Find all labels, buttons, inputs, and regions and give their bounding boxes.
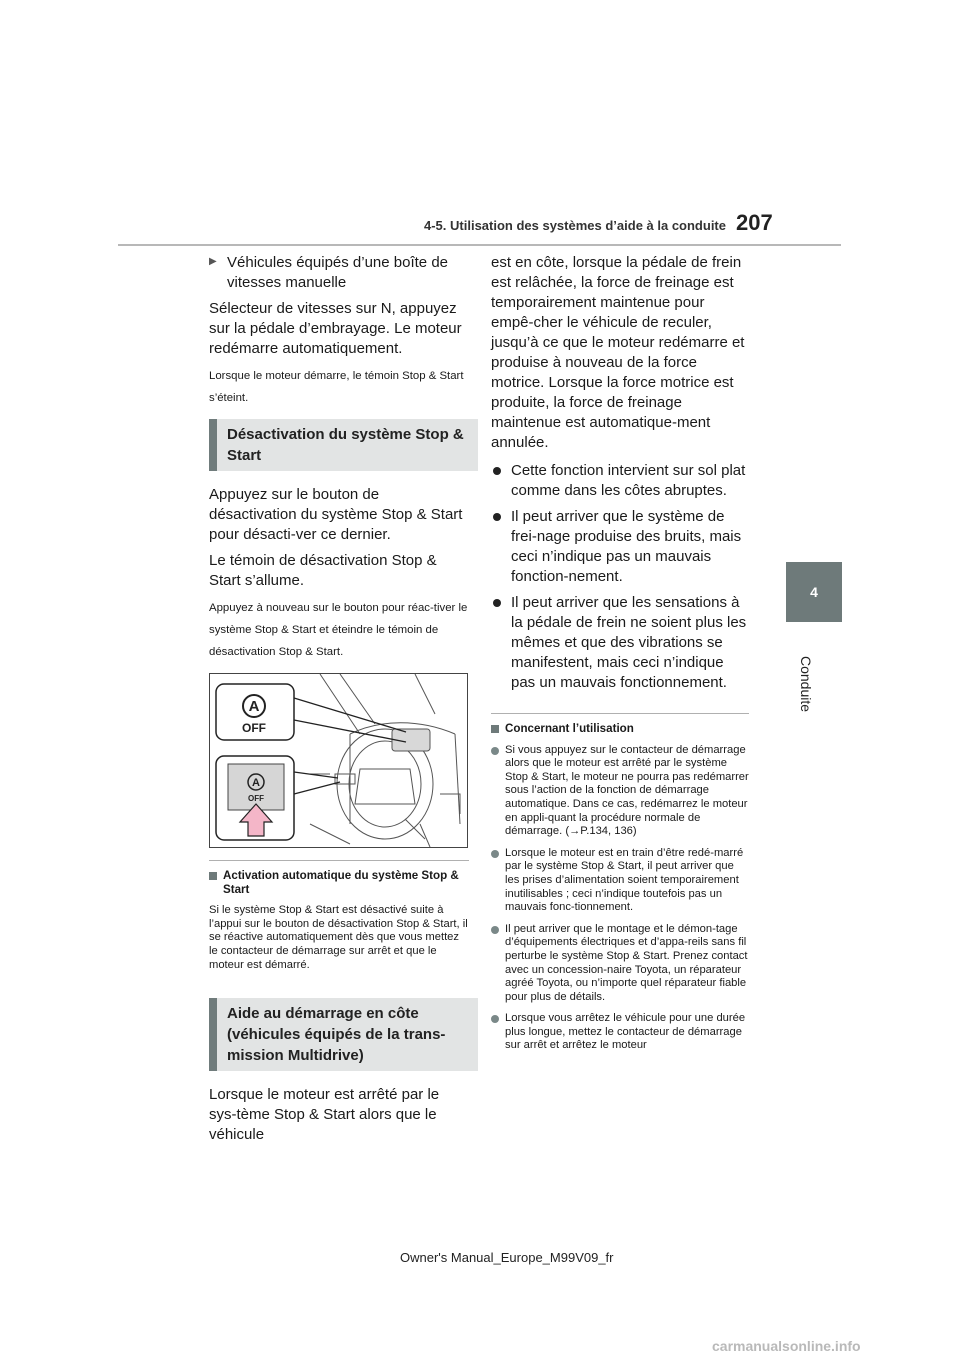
bullet-icon	[493, 599, 501, 607]
manual-heading-item	[209, 253, 469, 299]
figure-off-label-large: OFF	[242, 721, 266, 735]
circle-bullet-icon	[491, 747, 499, 755]
circle-bullet-icon	[491, 926, 499, 934]
bullet-icon	[493, 467, 501, 475]
chapter-number: 4	[810, 584, 818, 600]
header-section-title: 4-5. Utilisation des systèmes d’aide à la conduite	[424, 218, 726, 233]
chapter-label: Conduite	[798, 656, 814, 713]
figure-button-letter: A	[248, 698, 260, 715]
deactivation-body-2: Le témoin de désactivation Stop & Start s’allume.	[209, 552, 437, 589]
header-divider	[118, 244, 841, 246]
left-column	[209, 253, 469, 1151]
list-item	[491, 593, 749, 693]
square-bullet-icon	[209, 872, 217, 880]
note-text: Il peut arriver que le montage et le démon-tage d’équipements électriques et d’appa-reils sans fil perturbe le système Stop & Start. Prenez contact avec un concession-naire Toyota, un réparateur agréé Toyota, ou n’importe quel réparateur fiable pour plus de détails.	[505, 922, 748, 1003]
circle-bullet-icon	[491, 850, 499, 858]
manual-small-text: Lorsque le moteur démarre, le témoin Stop & Start s’éteint.	[209, 370, 464, 404]
chapter-tab[interactable]	[786, 562, 842, 622]
footer-manual-id: Owner's Manual_Europe_M99V09_fr	[400, 1250, 614, 1265]
note-heading-auto-activation	[209, 869, 469, 896]
circle-bullet-icon	[491, 1015, 499, 1023]
list-item	[491, 507, 749, 587]
manual-heading: Véhicules équipés d’une boîte de vitesses manuelle	[227, 254, 449, 291]
note-item	[491, 744, 749, 839]
page-number: 207	[736, 210, 773, 235]
note-heading-text: Activation automatique du système Stop & Start	[223, 869, 459, 896]
note-text: Lorsque vous arrêtez le véhicule pour une durée plus longue, mettez le contacteur de démarrage sur arrêt et arrêtez le moteur	[505, 1012, 746, 1052]
note-item	[491, 847, 749, 915]
section-heading-deactivation: Désactivation du système Stop & Start	[209, 419, 478, 471]
manual-body: Sélecteur de vitesses sur N, appuyez sur la pédale d’embrayage. Le moteur redémarre automatiquement.	[209, 300, 462, 357]
dashboard-illustration	[210, 674, 467, 847]
note-text: Lorsque le moteur est en train d’être redé-marré par le système Stop & Start, il peut arriver que les prises d’alimentation soient temporairement inutilisables ; ceci n’indique toutefois pas un mauvais fonc-tionnement.	[505, 846, 744, 914]
bullet-icon	[493, 513, 501, 521]
note-divider	[209, 860, 469, 861]
note-item	[491, 923, 749, 1005]
deactivation-body-1: Appuyez sur le bouton de désactivation du système Stop & Start pour désacti-ver ce dernier.	[209, 486, 463, 543]
bullet-text: Il peut arriver que le système de frei-nage produise des bruits, mais ceci n’indique pas un mauvais fonction-nement.	[511, 508, 742, 585]
note-item	[491, 1012, 749, 1053]
note-heading-usage	[491, 722, 749, 736]
dashboard-figure	[209, 673, 468, 848]
section-heading-hill-start: Aide au démarrage en côte (véhicules équipés de la trans-mission Multidrive)	[209, 998, 478, 1071]
note-body-auto-activation: Si le système Stop & Start est désactivé suite à l’appui sur le bouton de désactivation Stop & Start, il se réactive automatiquement dès que vous mettez le contacteur de démarrage sur arrêt et que le moteur est démarré.	[209, 904, 468, 971]
note-text: Si vous appuyez sur le contacteur de démarrage alors que le moteur est arrêté par le système Stop & Start, le moteur ne pourra pas redémarrer sous l’action de la fonction de démarrage automatique. Dans ce cas, redémarrez le moteur en appli-quant la procédure normale de démarrage. (→P.134, 136)	[505, 743, 749, 838]
hill-start-continued-body: est en côte, lorsque la pédale de frein est relâchée, la force de freinage est temporairement maintenue pour empê-cher le véhicule de reculer, jusqu’à ce que le moteur redémarre et produise à nouveau de la force motrice. Lorsque la force motrice est produite, la force de freinage maintenue est automatique-ment annulée.	[491, 254, 745, 451]
bullet-text: Il peut arriver que les sensations à la pédale de frein ne soient plus les mêmes et que des vibrations se manifestent, mais ceci n’indique pas un mauvais fonctionnement.	[511, 594, 747, 691]
hill-start-body: Lorsque le moteur est arrêté par le sys-tème Stop & Start alors que le véhicule	[209, 1086, 440, 1144]
figure-small-button-letter: A	[252, 777, 260, 789]
square-bullet-icon	[491, 725, 499, 733]
note-heading-text: Concernant l’utilisation	[505, 722, 634, 735]
deactivation-small-text: Appuyez à nouveau sur le bouton pour réac-tiver le système Stop & Start et éteindre le témoin de désactivation Stop & Start.	[209, 602, 468, 658]
right-column	[491, 253, 749, 1061]
figure-off-label-small: OFF	[248, 794, 264, 803]
note-divider	[491, 713, 749, 714]
triangle-right-icon: ▶	[209, 256, 217, 267]
list-item	[491, 461, 749, 501]
bullet-text: Cette fonction intervient sur sol plat comme dans les côtes abruptes.	[511, 462, 746, 499]
watermark: carmanualsonline.info	[712, 1338, 861, 1354]
